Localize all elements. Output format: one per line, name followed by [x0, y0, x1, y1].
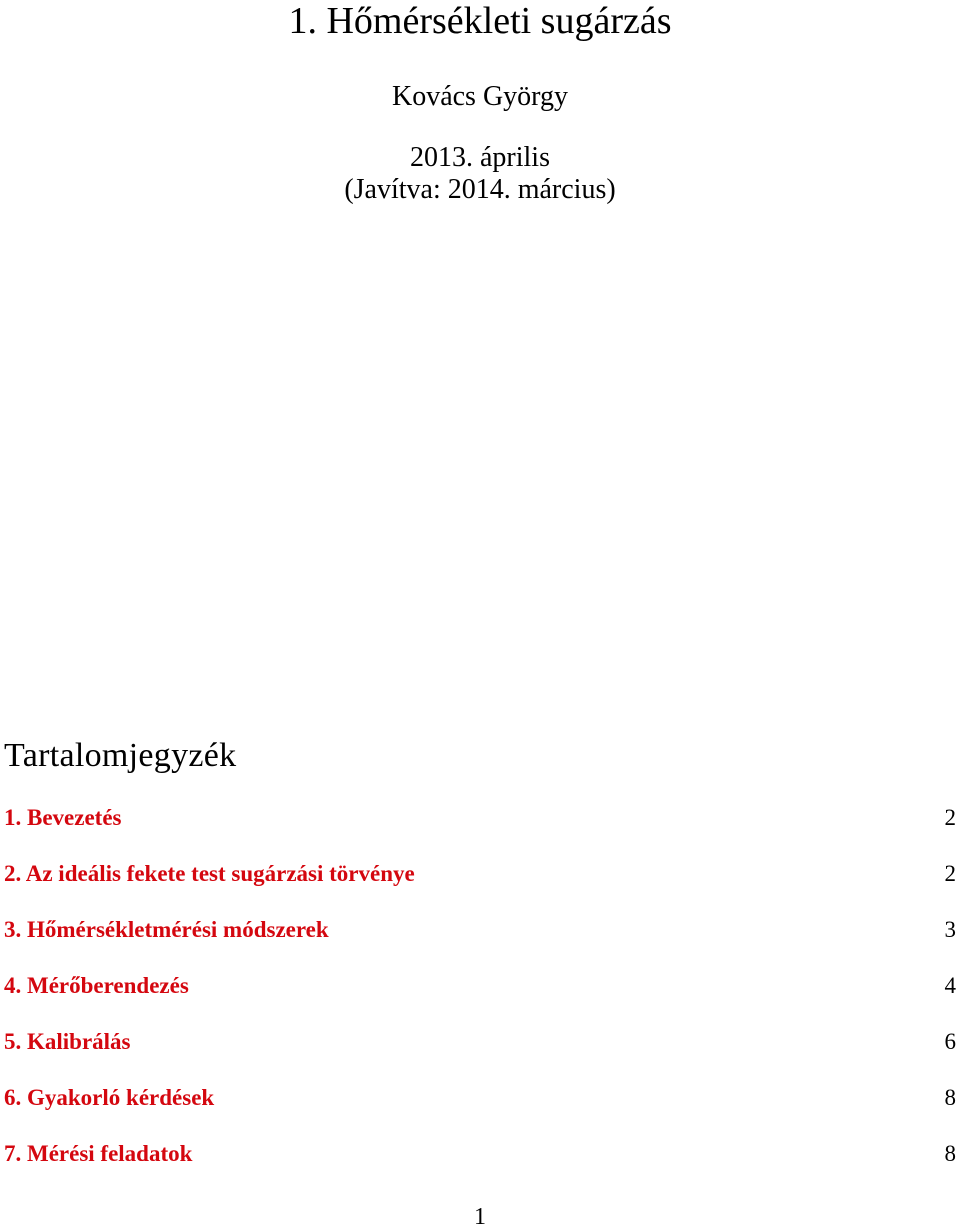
toc-page-number: 3 [944, 917, 956, 942]
toc-page-number: 8 [944, 1141, 956, 1166]
document-revised-date: (Javítva: 2014. március) [344, 174, 616, 205]
toc-heading: Tartalomjegyzék [4, 737, 237, 774]
toc-item-meroberendezes [4, 968, 958, 1024]
toc-link-gyakorlo-kerdesek[interactable]: 6. Gyakorló kérdések [4, 1085, 215, 1110]
toc-page-number: 6 [944, 1029, 956, 1054]
toc-item-fekete-test [4, 856, 958, 912]
toc-link-kalibralas[interactable]: 5. Kalibrálás [4, 1029, 131, 1054]
document-author: Kovács György [391, 81, 568, 112]
toc-item-kalibralas [4, 1024, 958, 1080]
toc-item-bevezetes [4, 800, 958, 856]
page-number: 1 [474, 1204, 486, 1230]
toc-page-number: 2 [944, 805, 956, 830]
toc-page-number: 8 [944, 1085, 956, 1110]
toc-link-bevezetes[interactable]: 1. Bevezetés [4, 805, 122, 830]
toc-item-homersekletmeresi-modszerek [4, 912, 958, 968]
toc-link-homersekletmeresi-modszerek[interactable]: 3. Hőmérsékletmérési módszerek [4, 917, 329, 942]
toc-page-number: 4 [944, 973, 956, 998]
toc-link-meresi-feladatok[interactable]: 7. Mérési feladatok [4, 1141, 193, 1166]
toc-item-gyakorlo-kerdesek [4, 1080, 958, 1136]
toc-page-number: 2 [944, 861, 956, 886]
table-of-contents [4, 800, 958, 1192]
toc-item-meresi-feladatok [4, 1136, 958, 1192]
document-title: 1. Hőmérsékleti sugárzás [288, 0, 672, 42]
document-dates [0, 142, 960, 206]
toc-link-meroberendezes[interactable]: 4. Mérőberendezés [4, 973, 189, 998]
document-date: 2013. április [410, 142, 550, 173]
toc-link-fekete-test[interactable]: 2. Az ideális fekete test sugárzási törvénye [4, 861, 415, 886]
